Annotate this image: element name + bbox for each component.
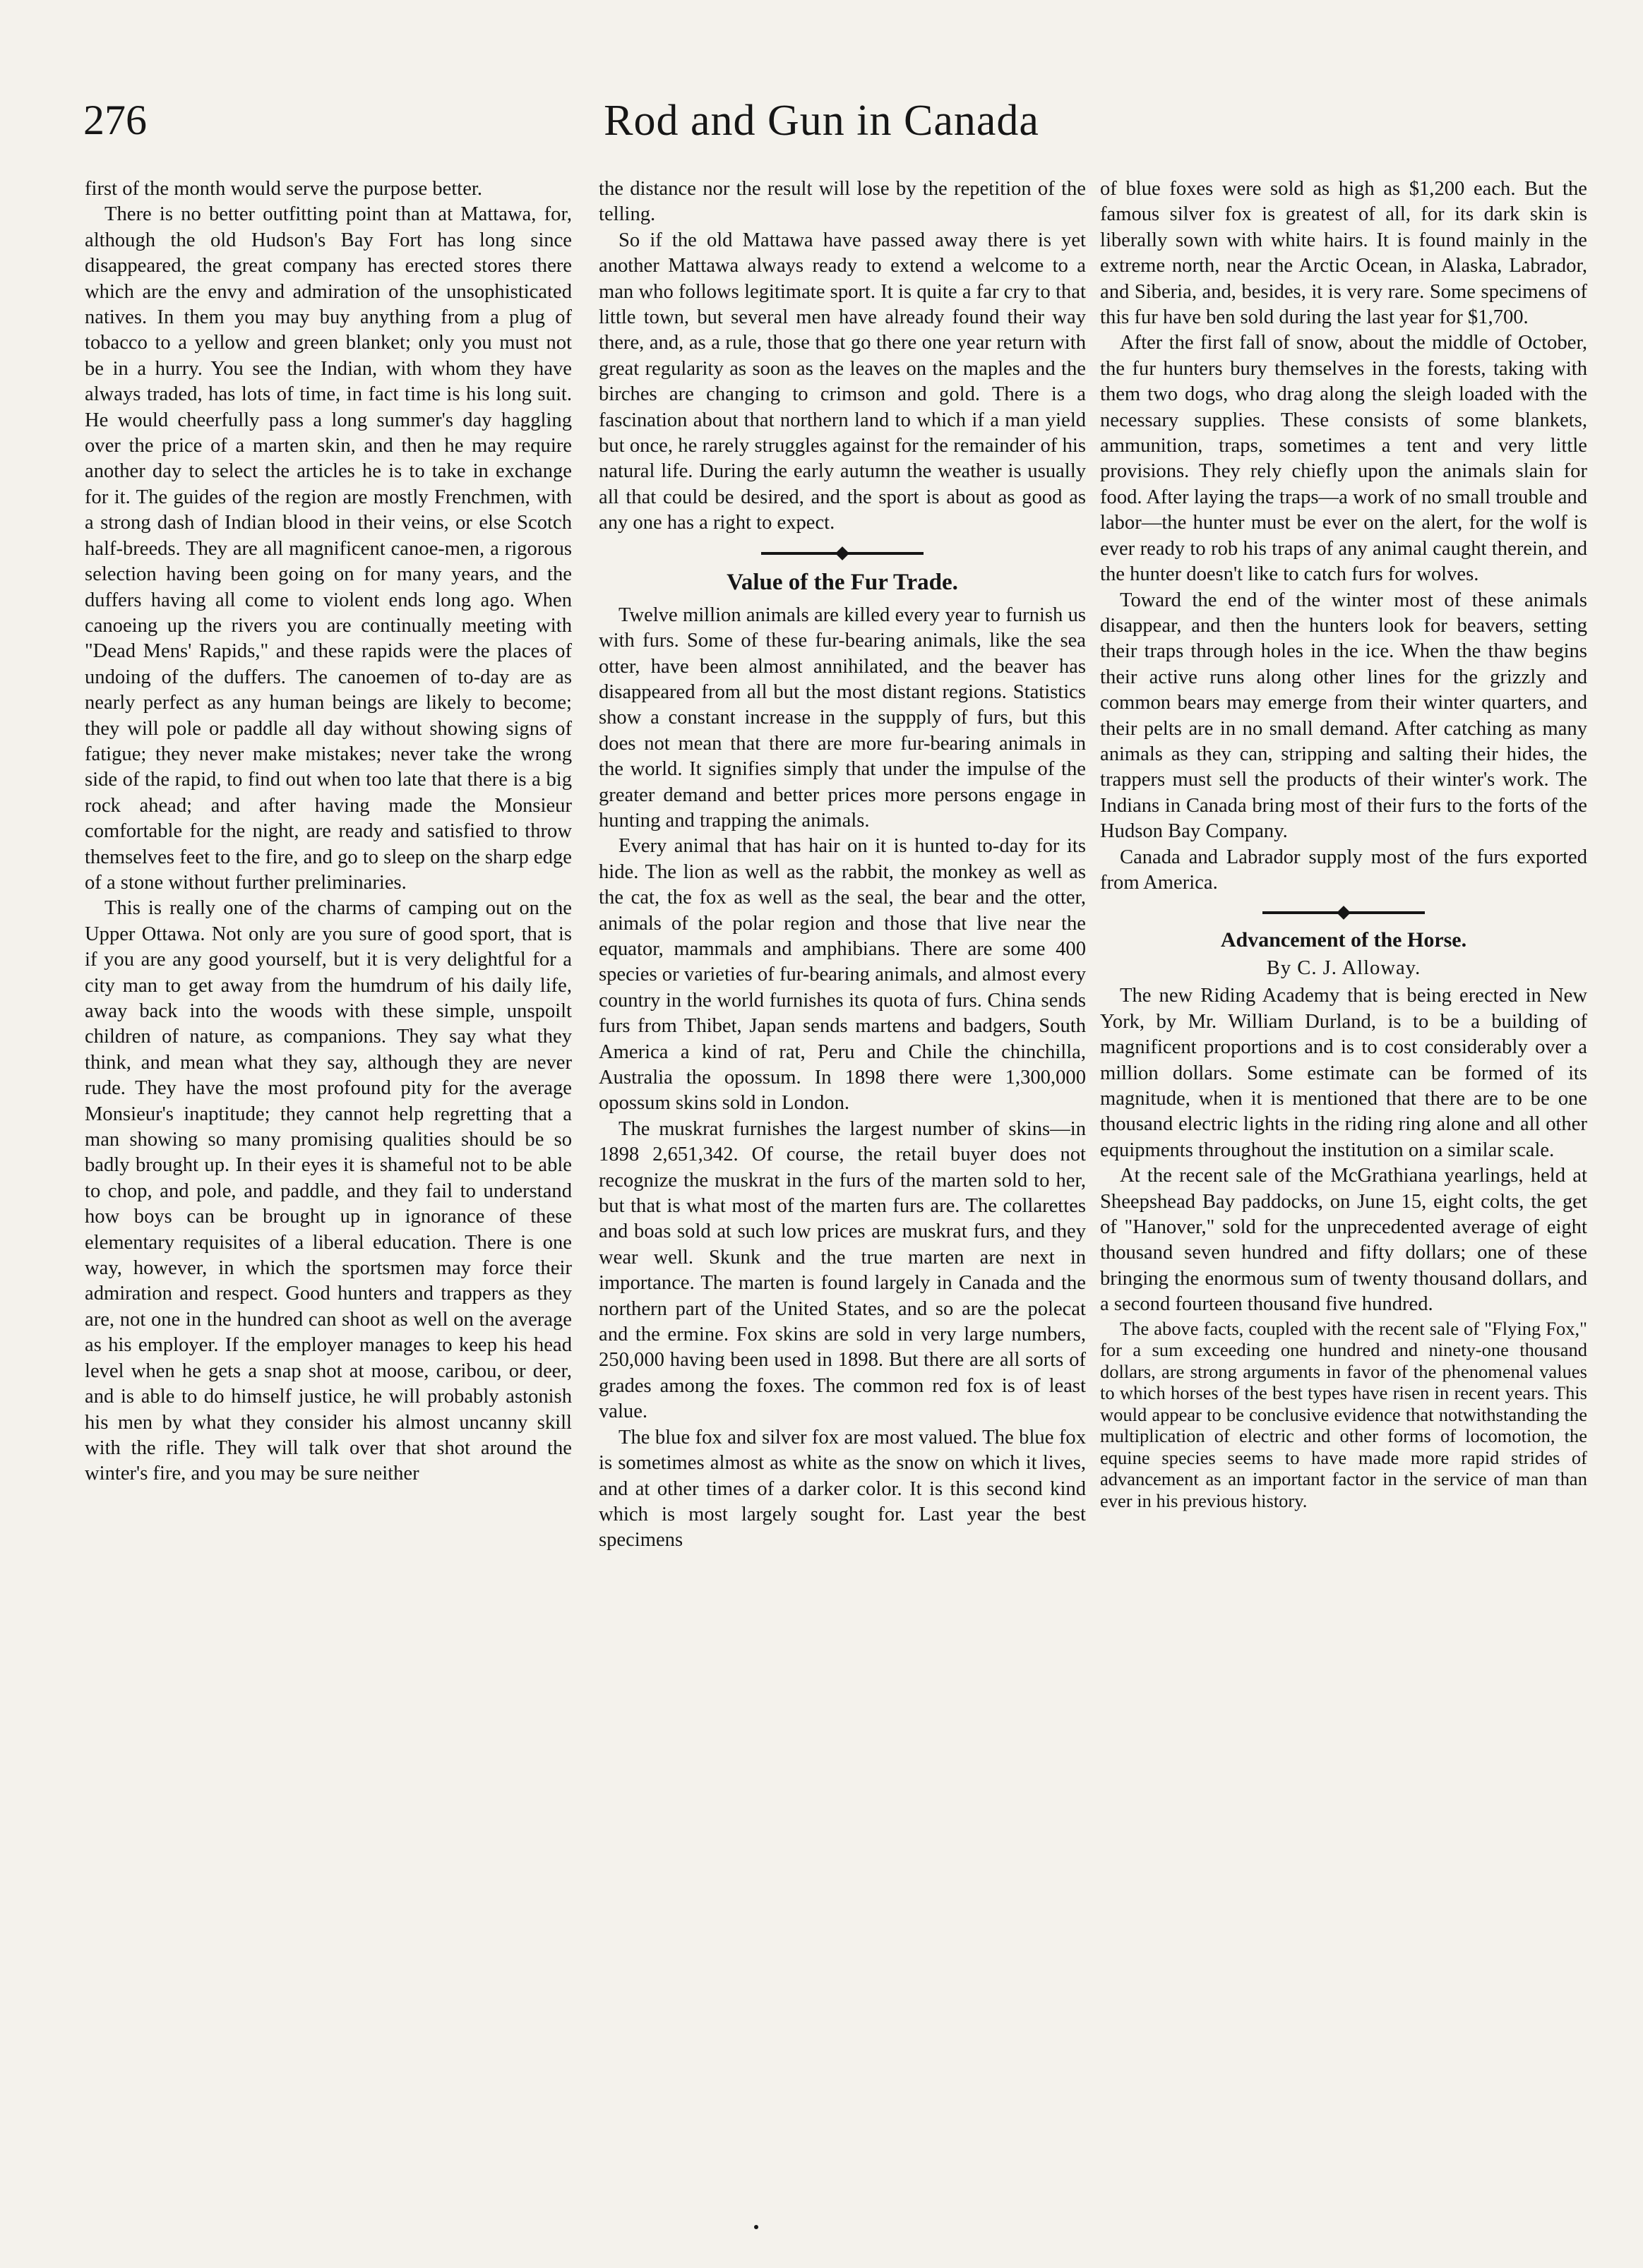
paragraph: The muskrat furnishes the largest number of skins—in 1898 2,651,342. Of course, the retail buyer does not recognize the muskrat in the furs of the marten sold to her, but that is what most of the marten furs are. The collarettes and boas sold at such low prices are muskrat furs, and they wear well. Skunk and the true marten are next in importance. The marten is found largely in Canada and the northern part of the United States, and so are the polecat and the ermine. Fox skins are sold in very large numbers, 250,000 having been used in 1898. But there are all sorts of grades among the foxes. The common red fox is of least value. — [599, 1117, 1086, 1423]
column-1 — [85, 176, 572, 1487]
paragraph: first of the month would serve the purpose better. — [85, 178, 483, 200]
byline: By C. J. Alloway. — [1266, 957, 1421, 980]
paragraph: of blue foxes were sold as high as $1,200 each. But the famous silver fox is greatest of all, for its dark skin is liberally sown with white hairs. It is found mainly in the extreme north, near the Arctic Ocean, in Alaska, Labrador, and Siberia, and, besides, it is very rare. Some specimens of this fur have ben sold during the last year for $1,700. — [1100, 178, 1587, 329]
paragraph: Toward the end of the winter most of these animals disappear, and then the hunters look for beavers, setting their traps through holes in the ice. When the thaw begins their active runs along other lines for the grizzly and common bears may emerge from their winter quarters, and their pelts are in no small demand. After catching as many animals as they can, stripping and salting their hides, the trappers must sell the products of their winter's work. The Indians in Canada bring most of their furs to the forts of the Hudson Bay Company. — [1100, 589, 1587, 843]
section-heading-fur-trade: Value of the Fur Trade. — [727, 569, 958, 595]
paragraph: Canada and Labrador supply most of the furs exported from America. — [1100, 846, 1587, 894]
section-divider — [599, 542, 1086, 563]
paragraph: The new Riding Academy that is being erected in New York, by Mr. William Durland, is to be a building of magnificent proportions and is to cost considerably over a million dollars. Some estimate can be formed of its magnitude, when it is mentioned that there are to be one thousand electric lights in the riding ring alone and all other equipments throughout the institution on a similar scale. — [1100, 985, 1587, 1161]
footer-dot — [754, 2225, 758, 2229]
section-divider — [1100, 901, 1587, 923]
section-heading-horse: Advancement of the Horse. — [1220, 928, 1467, 952]
paragraph: At the recent sale of the McGrathiana yearlings, held at Sheepshead Bay paddocks, on June 15, eight colts, the get of "Hanover," sold for the unprecedented average of eight thousand seven hundred and fifty dollars; one of these bringing the enormous sum of twenty thousand dollars, and a second fourteen thousand five hundred. — [1100, 1165, 1587, 1316]
column-2 — [599, 176, 1086, 1554]
paragraph: the distance nor the result will lose by the repetition of the telling. — [599, 178, 1086, 226]
divider-diamond-icon — [1337, 906, 1351, 920]
paragraph: The above facts, coupled with the recent sale of "Flying Fox," for a sum exceeding one hundred and ninety-one thousand dollars, are strong arguments in favor of the phenomenal values to which horses of the best types have risen in recent years. This would appear to be conclusive evidence that notwithstanding the multiplication of electric and other forms of locomotion, the equine species seems to have made more rapid strides of advancement as an important factor in the service of man than ever in his previous history. — [1100, 1317, 1587, 1511]
running-title: Rod and Gun in Canada — [604, 97, 1039, 145]
paragraph: There is no better outfitting point than at Mattawa, for, although the old Hudson's Bay Fort has long since disappeared, the great company has erected stores there which are the envy and admiration of the unsophisticated natives. In them you may buy anything from a plug of tobacco to a yellow and green blanket; only you must not be in a hurry. You see the Indian, with whom they have always traded, has lots of time, in fact time is his long suit. He would cheerfully pass a long summer's day haggling over the price of a marten skin, and then he may require another day to select the articles he is to take in exchange for it. The guides of the region are mostly Frenchmen, with a strong dash of Indian blood in their veins, or else Scotch half-breeds. They are all magnificent canoe-men, a rigorous selection having been going on for many years, and the duffers having all come to violent ends long ago. When canoeing up the rivers you are continually meeting with "Dead Mens' Rapids," and these rapids were the places of undoing of the duffers. The canoemen of to-day are as nearly perfect as any human beings are likely to become; they will pole or paddle all day without showing signs of fatigue; they never make mistakes; never take the wrong side of the rapid, to find out when too late that there is a big rock ahead; and after having made the Monsieur comfortable for the night, are ready and satisfied to throw themselves feet to the fire, and go to sleep on the sharp edge of a stone without further preliminaries. — [85, 203, 572, 894]
paragraph: This is really one of the charms of camping out on the Upper Ottawa. Not only are you sure of good sport, that is if you are any good yourself, but it is very delightful for a city man to get away from the humdrum of his daily life, away back into the woods with these simple, unspoilt children of nature, as companions. They say what they think, and mean what they say, although they are never rude. They have the most profound pity for the average Monsieur's inaptitude; they cannot help regretting that a man showing so many promising qualities should be so badly brought up. In their eyes it is shameful not to be able to chop, and pole, and paddle, and they fail to understand how boys can be brought up in ignorance of these elementary requisites of a liberal education. There is one way, however, in which the sportsmen may force their admiration and respect. Good hunters and trappers as they are, not one in the hundred can shoot as well on the average as his employer. If the employer manages to keep his head level when he gets a snap shot at moose, caribou, or deer, and is able to do himself justice, he will probably astonish his men by what they consider his almost uncanny skill with the rifle. They will talk over that shot around the winter's fire, and you may be sure neither — [85, 897, 572, 1485]
page-number: 276 — [83, 97, 147, 143]
divider-diamond-icon — [835, 546, 849, 560]
paragraph: After the first fall of snow, about the middle of October, the fur hunters bury themselves in the forests, taking with them two dogs, who drag along the sleigh loaded with the necessary supplies. These consists of some blankets, ammunition, traps, sometimes a tent and very little provisions. They rely chiefly upon the animals slain for food. After laying the traps—a work of no small trouble and labor—the hunter must be ever on the alert, for the wolf is ever ready to rob his traps of any animal caught therein, and the hunter doesn't like to catch furs for wolves. — [1100, 332, 1587, 586]
paragraph: The blue fox and silver fox are most valued. The blue fox is sometimes almost as white as the snow on which it lives, and at other times of a darker color. It is this second kind which is most largely sought for. Last year the best specimens — [599, 1426, 1086, 1552]
paragraph: So if the old Mattawa have passed away there is yet another Mattawa always ready to extend a welcome to a man who follows legitimate sport. It is quite a far cry to that little town, but several men have already found their way there, and, as a rule, those that go there one year return with great regularity as soon as the leaves on the maples and the birches are changing to crimson and gold. There is a fascination about that northern land to which if a man yield but once, he rarely struggles against for the remainder of his natural life. During the early autumn the weather is usually all that could be desired, and the sport is about as good as any one has a right to expect. — [599, 229, 1086, 534]
paragraph: Twelve million animals are killed every year to furnish us with furs. Some of these fur-bearing animals, like the sea otter, have been almost annihilated, and the beaver has disappeared from all but the most distant regions. Statistics show a constant increase in the suppply of furs, but this does not mean that there are more fur-bearing animals in the world. It signifies simply that under the impulse of the greater demand and better prices more persons engage in hunting and trapping the animals. — [599, 604, 1086, 832]
column-3 — [1100, 176, 1587, 1511]
paragraph: Every animal that has hair on it is hunted to-day for its hide. The lion as well as the rabbit, the monkey as well as the cat, the fox as well as the seal, the bear and the otter, animals of the polar region and those that live near the equator, mammals and amphibians. There are some 400 species or varieties of fur-bearing animals, and almost every country in the world furnishes its quota of furs. China sends furs from Thibet, Japan sends martens and badgers, South America a kind of rat, Peru and Chile the chinchilla, Australia the opossum. In 1898 there were 1,300,000 opossum skins sold in London. — [599, 835, 1086, 1115]
